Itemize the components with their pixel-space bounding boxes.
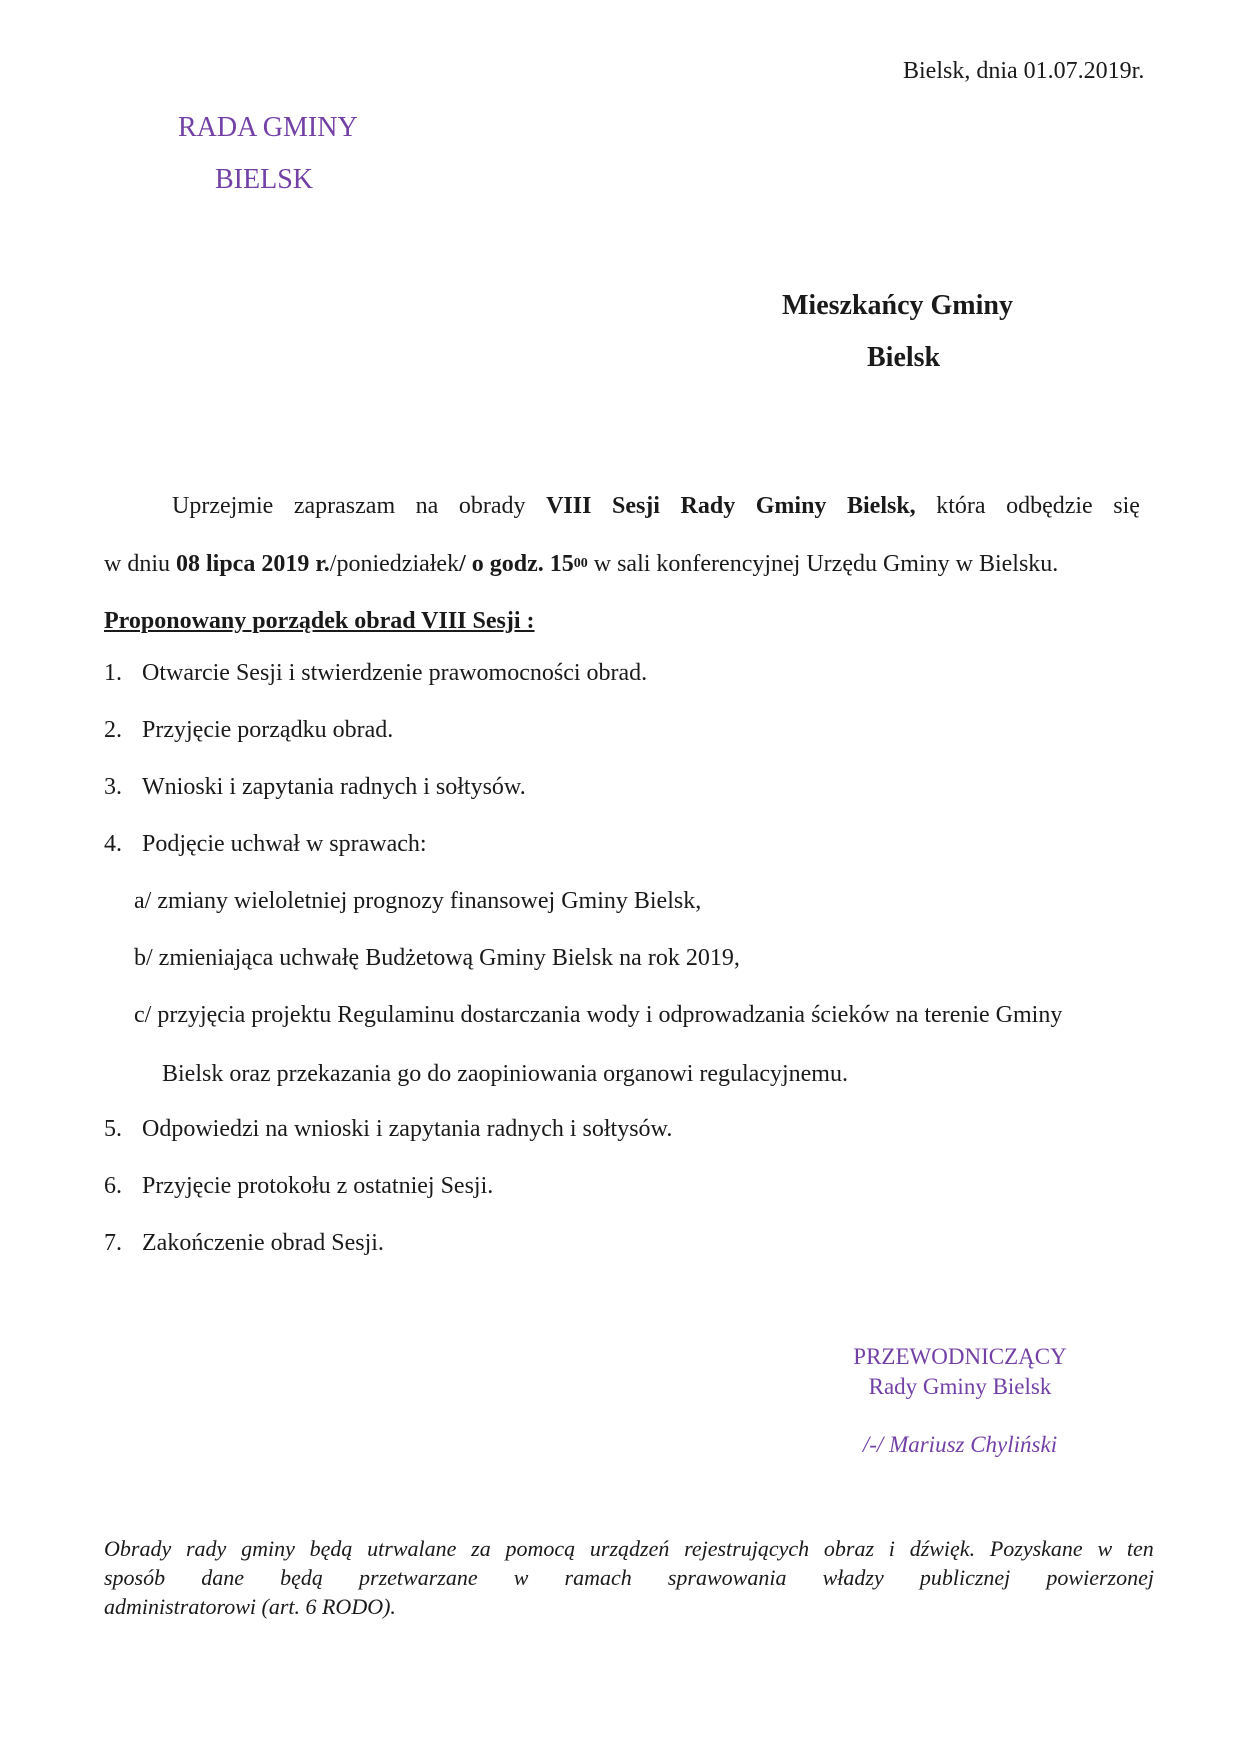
notice-word: sprawowania — [667, 1565, 787, 1590]
notice-word: i — [888, 1536, 895, 1561]
notice-word: dane — [201, 1565, 245, 1590]
notice-word: rejestrujących — [684, 1536, 810, 1561]
agenda-item: 6. Przyjęcie protokołu z ostatniej Sesji. — [104, 1173, 494, 1199]
invitation-word: odbędzie — [1006, 493, 1093, 519]
signature-body: Rady Gminy Bielsk — [868, 1374, 1052, 1399]
addressee-line-1: Mieszkańcy Gminy — [782, 290, 1013, 321]
notice-word: przetwarzane — [359, 1565, 478, 1590]
agenda-heading: Proponowany porządek obrad VIII Sesji : — [104, 608, 535, 634]
notice-word: będą — [309, 1536, 353, 1561]
notice-word: pomocą — [505, 1536, 576, 1561]
notice-word: w — [1097, 1536, 1113, 1561]
session-time: / o godz. $15^{00}$ — [459, 551, 588, 577]
invitation-word: Sesji — [611, 493, 660, 519]
notice-word: władzy — [822, 1565, 884, 1590]
recording-notice — [104, 1534, 1154, 1621]
notice-line-3: administratorowi (art. 6 RODO). — [104, 1594, 396, 1619]
notice-word: w — [513, 1565, 529, 1590]
invitation-word: obrady — [458, 493, 526, 519]
notice-word: Obrady — [104, 1536, 172, 1561]
notice-word: dźwięk. — [909, 1536, 976, 1561]
notice-word: Pozyskane — [989, 1536, 1083, 1561]
notice-word: ramach — [564, 1565, 632, 1590]
issuer-line-1: RADA GMINY — [178, 112, 358, 143]
invitation-word: na — [415, 493, 439, 519]
notice-word: obraz — [823, 1536, 875, 1561]
notice-word: publicznej — [919, 1565, 1011, 1590]
notice-word: powierzonej — [1046, 1565, 1154, 1590]
notice-word: sposób — [104, 1565, 166, 1590]
agenda-item: 2. Przyjęcie porządku obrad. — [104, 717, 394, 743]
invitation-word: Uprzejmie — [172, 493, 274, 519]
notice-word: gminy — [241, 1536, 295, 1561]
issuer-line-2: BIELSK — [215, 164, 313, 195]
agenda-subitem-continuation: Bielsk oraz przekazania go do zaopiniowania organowi regulacyjnemu. — [162, 1061, 848, 1087]
notice-word: ten — [1126, 1536, 1154, 1561]
invitation-word: Rady — [680, 493, 736, 519]
agenda-item: 3. Wnioski i zapytania radnych i sołtysów. — [104, 774, 526, 800]
notice-word: będą — [280, 1565, 323, 1590]
agenda-item: 4. Podjęcie uchwał w sprawach: — [104, 831, 427, 857]
notice-word: za — [471, 1536, 491, 1561]
invitation-word: zapraszam — [293, 493, 396, 519]
session-weekday: /poniedziałek — [329, 551, 460, 577]
session-place: w sali konferencyjnej Urzędu Gminy w Bielsku. — [587, 551, 1059, 577]
agenda-subitem: a/ zmiany wieloletniej prognozy finansowej Gminy Bielsk, — [134, 888, 702, 914]
invitation-word: Gminy — [755, 493, 827, 519]
invitation-line-2 — [104, 551, 1058, 578]
document-date: Bielsk, dnia 01.07.2019r. — [903, 58, 1145, 84]
agenda-item: 1. Otwarcie Sesji i stwierdzenie prawomocności obrad. — [104, 660, 648, 686]
session-date: 08 lipca 2019 r. — [176, 551, 330, 577]
notice-word: utrwalane — [367, 1536, 457, 1561]
addressee-line-2: Bielsk — [867, 342, 941, 373]
invitation-word: która — [936, 493, 986, 519]
notice-word: urządzeń — [589, 1536, 670, 1561]
invitation-line-1 — [104, 493, 1140, 520]
invitation-word: VIII — [546, 493, 592, 519]
invitation-word: Bielsk, — [846, 493, 916, 519]
notice-word: rady — [185, 1536, 227, 1561]
signature-title: PRZEWODNICZĄCY — [853, 1344, 1067, 1369]
invitation-text: w dniu — [104, 551, 176, 577]
agenda-item: 5. Odpowiedzi na wnioski i zapytania radnych i sołtysów. — [104, 1116, 673, 1142]
invitation-word: się — [1113, 493, 1140, 519]
agenda-subitem: b/ zmieniająca uchwałę Budżetową Gminy Bielsk na rok 2019, — [134, 945, 740, 971]
agenda-item: 7. Zakończenie obrad Sesji. — [104, 1230, 384, 1256]
agenda-subitem: c/ przyjęcia projektu Regulaminu dostarczania wody i odprowadzania ścieków na terenie Gminy — [134, 1002, 1063, 1028]
signature-name: /-/ Mariusz Chyliński — [862, 1432, 1058, 1457]
